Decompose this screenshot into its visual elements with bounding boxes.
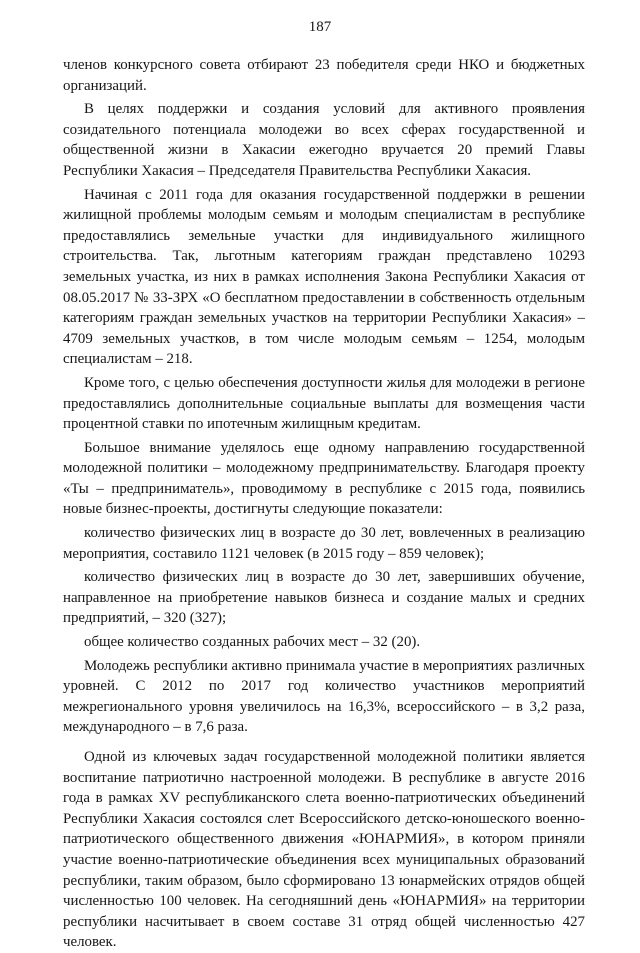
indicator-jobs-created: общее количество созданных рабочих мест – 32 (20). — [84, 634, 421, 651]
page-number: 187 — [308, 19, 332, 35]
body-text — [63, 55, 585, 953]
paragraph-mortgage-payments: Кроме того, с целью обеспечения доступности жилья для молодежи в регионе предоставлялись дополнительные социальные выплаты для возмещения части процентной ставки по ипотечным жилищным кредитам. — [63, 374, 585, 433]
indicator-trained-persons: количество физических лиц в возрасте до 30 лет, завершивших обучение, направленное на приобретение навыков бизнеса и создание малых и средних предприятий, – 320 (327); — [63, 569, 585, 627]
paragraph-youth-awards: В целях поддержки и создания условий для активного проявления созидательного потенциала молодежи во всех сферах государственной и общественной жизни в Хакасии ежегодно вручается 20 премий Главы Республики Хакасия – Председателя Правительства Республики Хакасия. — [63, 101, 585, 179]
indicator-involved-persons: количество физических лиц в возрасте до 30 лет, вовлеченных в реализацию мероприятия, составило 1121 человек (в 2015 году – 859 человек); — [63, 525, 585, 562]
paragraph-events-participation: Молодежь республики активно принимала участие в мероприятиях различных уровней. С 2012 по 2017 год количество участников мероприятий межрегионального уровня увеличилось на 16,3%, всероссийского – в 3,2 раза, международного – в 7,6 раза. — [63, 657, 585, 736]
paragraph-land-plots: Начиная с 2011 года для оказания государственной поддержки в решении жилищной проблемы молодым семьям и молодым специалистам в республике предоставлялись земельные участки для индивидуального жилищного строительства. Так, льготным категориям граждан представлено 10293 земельных участка, из них в рамках исполнения Закона Республики Хакасия от 08.05.2017 № 33-ЗРХ «О бесплатном предоставлении в собственность отдельным категориям граждан земельных участков на территории Республики Хакасия» – 4709 земельных участков, в том числе молодым семьям – 1254, молодым специалистам – 218. — [63, 186, 585, 368]
paragraph-continuation: членов конкурсного совета отбирают 23 победителя среди НКО и бюджетных организаций. — [63, 57, 585, 94]
paragraph-entrepreneurship: Большое внимание уделялось еще одному направлению государственной молодежной политики – молодежному предпринимательству. Благодаря проекту «Ты – предприниматель», проводимому в республике с 2015 года, появились новые бизнес-проекты, достигнуты следующие показатели: — [63, 439, 585, 518]
paragraph-patriotic-education: Одной из ключевых задач государственной молодежной политики является воспитание патриотично настроенной молодежи. В республике в августе 2016 года в рамках XV республиканского слета военно-патриотических объединений Республики Хакасия состоялся слет Всероссийского детско-юношеского военно-патриотического общественного движения «ЮНАРМИЯ», в котором приняли участие военно-патриотические объединения всех муниципальных образований республики, таким образом, было сформировано 13 юнармейских отрядов общей численностью 100 человек. На сегодняшний день «ЮНАРМИЯ» на территории республики насчитывает в своем составе 31 отряд общей численностью 427 человек. — [63, 749, 585, 951]
